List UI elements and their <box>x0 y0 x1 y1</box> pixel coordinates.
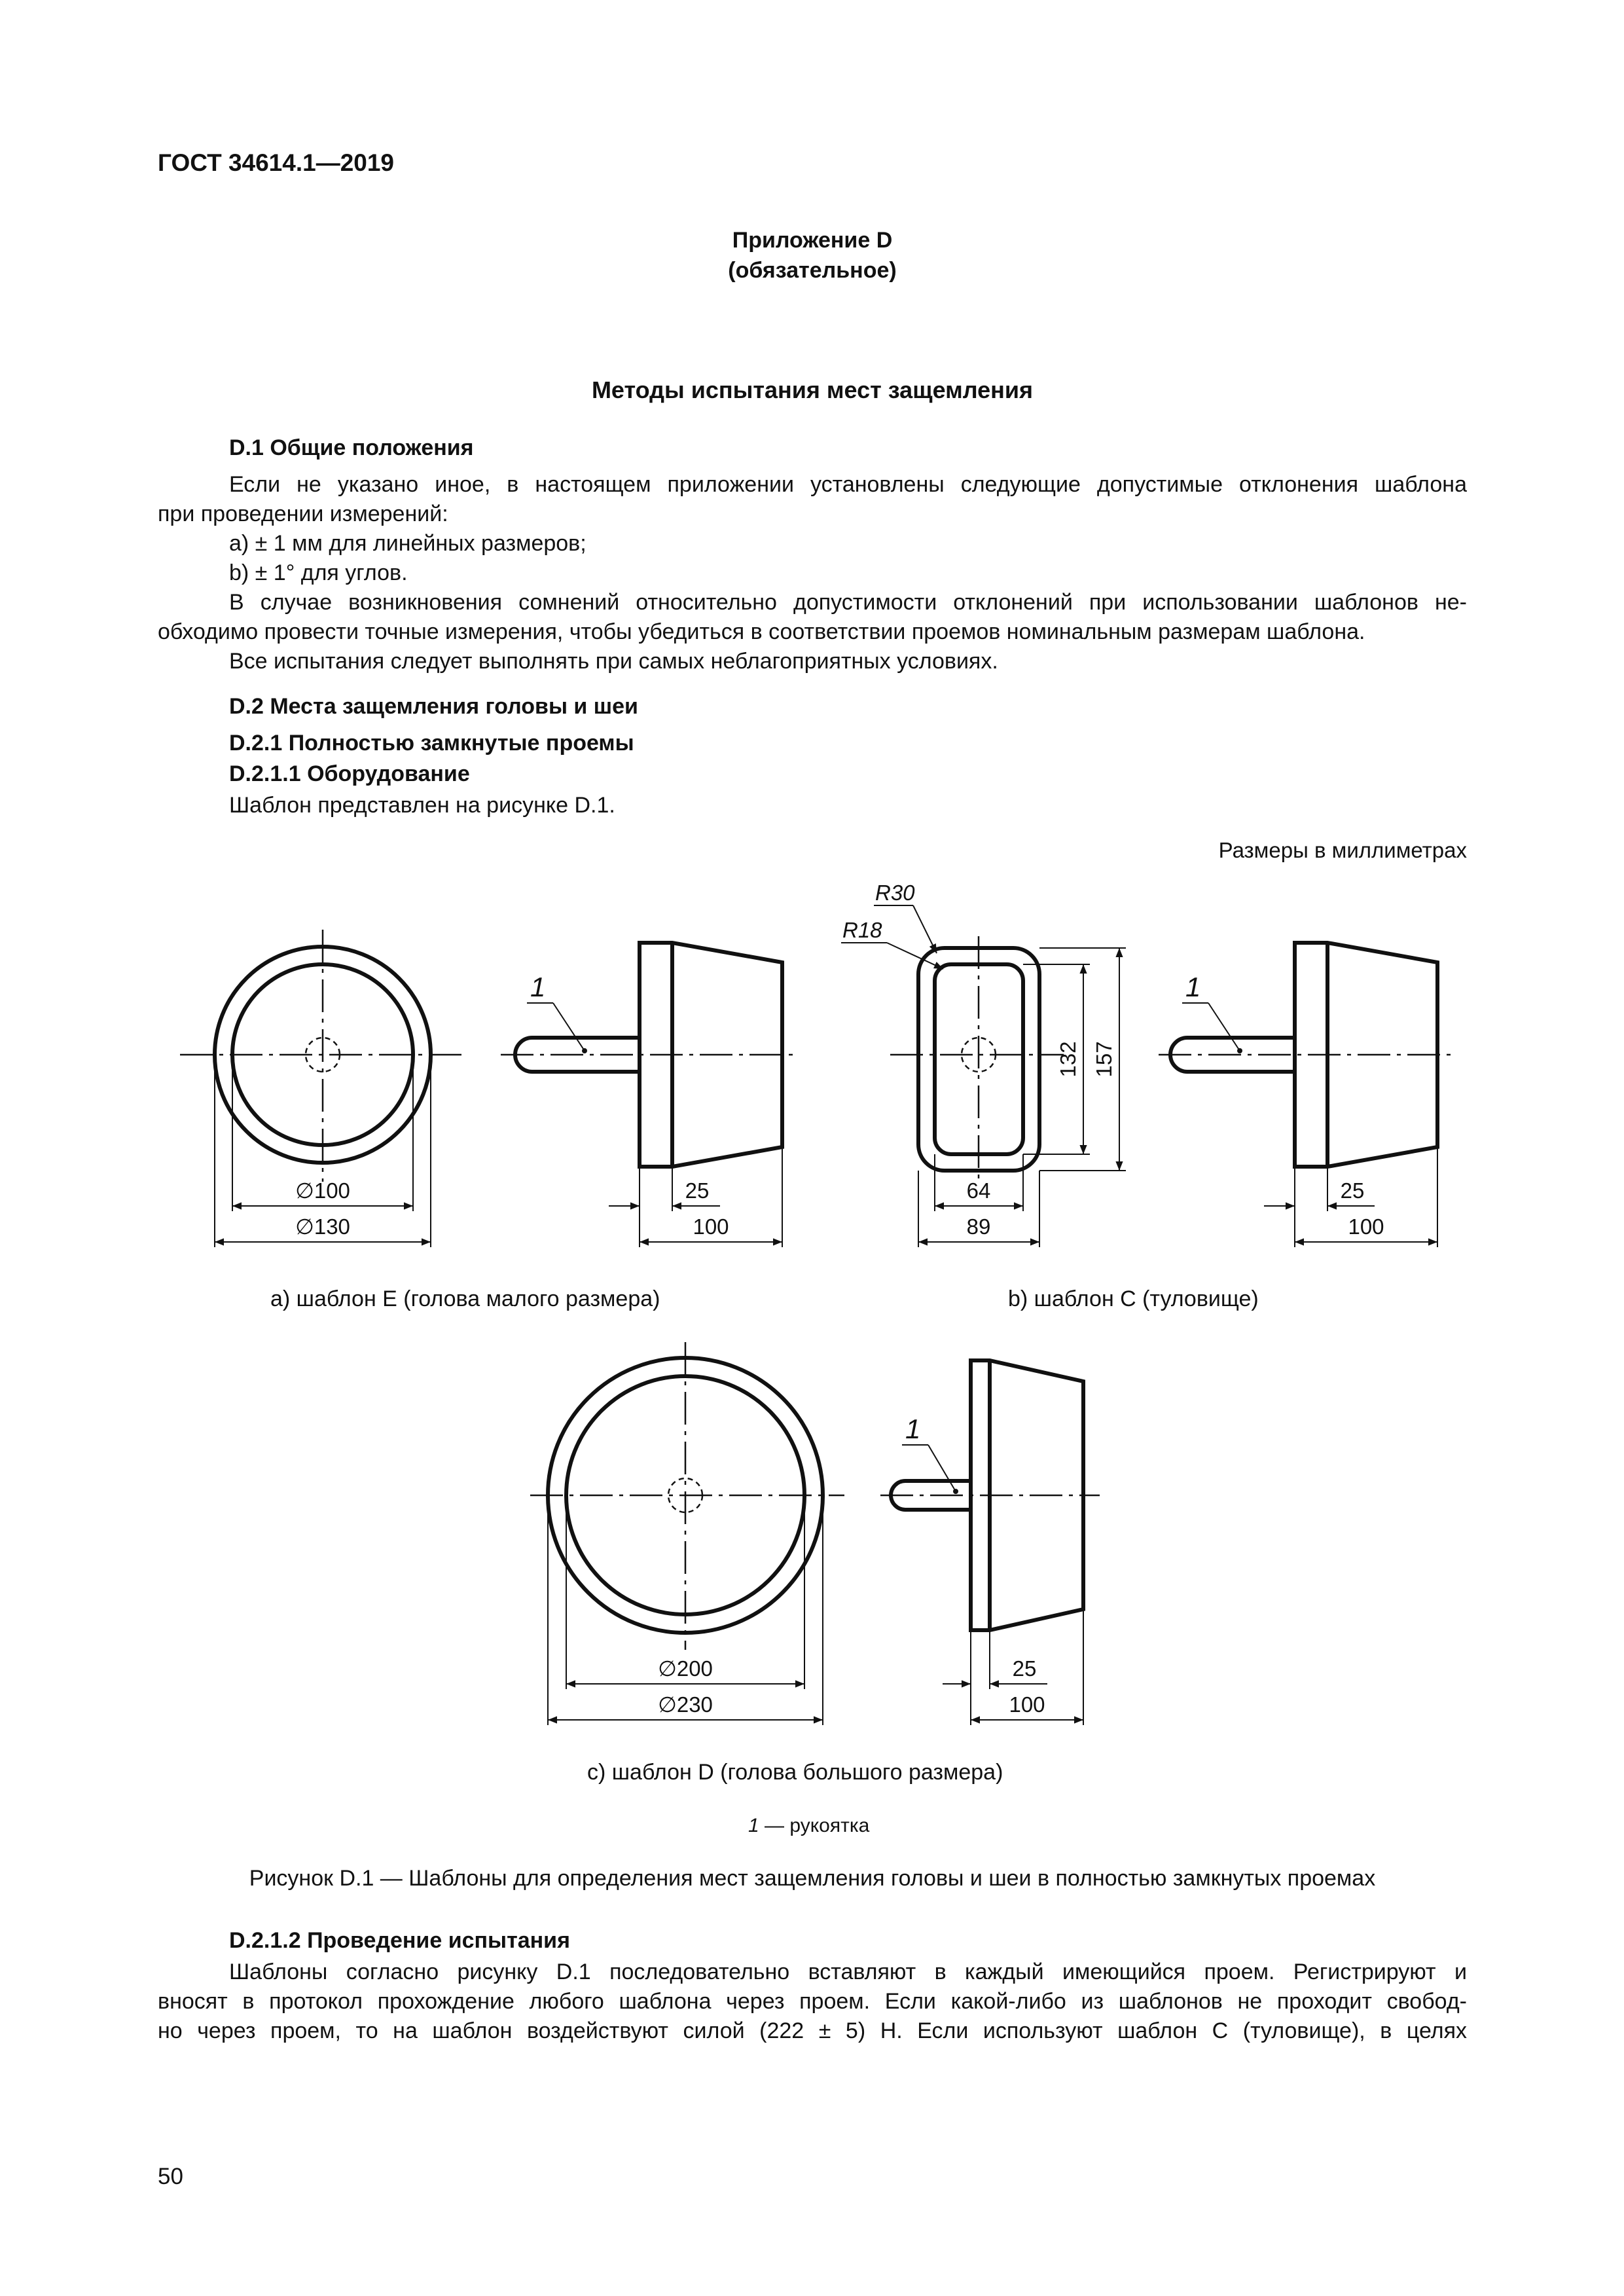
b-dim-h-outer-label: 157 <box>1092 1041 1116 1078</box>
figure-title: Рисунок D.1 — Шаблоны для определения мест защемления головы и шеи в полностью замкнутых проемах <box>249 1866 1376 1891</box>
d1-p1-line2: при проведении измерений: <box>158 501 448 526</box>
d212-line2: вносят в протокол прохождение любого шаблона через проем. Если какой-либо из шаблонов не проходит свобод- <box>158 1989 1467 2014</box>
a-dim-small-label: 25 <box>685 1178 710 1203</box>
a-dia-inner-label: ∅100 <box>295 1178 350 1203</box>
b-dim-w-inner-label: 64 <box>966 1178 991 1203</box>
a-callout-label: 1 <box>530 972 546 1002</box>
d211-text: Шаблон представлен на рисунке D.1. <box>229 793 615 818</box>
c-dim-small-label: 25 <box>1012 1656 1037 1681</box>
legend-text: — рукоятка <box>759 1815 870 1836</box>
d21-heading: D.2.1 Полностью замкнутые проемы <box>229 731 634 756</box>
standard-number: ГОСТ 34614.1—2019 <box>158 149 395 176</box>
c-dim-large-label: 100 <box>1009 1692 1045 1717</box>
caption-c: c) шаблон D (голова большого размера) <box>587 1760 1003 1785</box>
d1-p2-line2: обходимо провести точные измерения, чтобы убедиться в соответствии проемов номинальным размерам шаблона. <box>158 619 1365 644</box>
c-dia-outer-label: ∅230 <box>658 1692 713 1717</box>
units-note: Размеры в миллиметрах <box>1218 838 1467 862</box>
d1-item-b: b) ± 1° для углов. <box>229 560 408 585</box>
figure-legend <box>748 1815 869 1837</box>
b-dim-small-label: 25 <box>1340 1178 1365 1203</box>
c-dia-inner-label: ∅200 <box>658 1656 713 1681</box>
appendix-title: Приложение D <box>732 228 893 253</box>
a-dim-large-label: 100 <box>693 1214 729 1239</box>
b-callout-label: 1 <box>1185 972 1201 1002</box>
d212-heading: D.2.1.2 Проведение испытания <box>229 1928 570 1953</box>
c-callout-label: 1 <box>905 1413 921 1444</box>
caption-b: b) шаблон C (туловище) <box>1008 1286 1259 1311</box>
b-r-outer-label: R30 <box>875 881 915 905</box>
d1-item-a: a) ± 1 мм для линейных размеров; <box>229 531 586 556</box>
page-number: 50 <box>158 2164 183 2189</box>
appendix-status: (обязательное) <box>728 258 897 283</box>
d211-heading: D.2.1.1 Оборудование <box>229 761 470 786</box>
a-dia-outer-label: ∅130 <box>295 1214 350 1239</box>
b-dim-w-outer-label: 89 <box>966 1214 991 1239</box>
d1-p2-line1: В случае возникновения сомнений относительно допустимости отклонений при использовании шаблонов не- <box>229 590 1467 615</box>
template-c-side-view <box>1159 943 1453 1247</box>
b-dim-h-inner-label: 132 <box>1056 1041 1080 1078</box>
caption-a: a) шаблон E (голова малого размера) <box>270 1286 660 1311</box>
legend-number: 1 <box>748 1815 759 1836</box>
section-title: Методы испытания мест защемления <box>591 376 1034 403</box>
d1-heading: D.1 Общие положения <box>229 435 474 460</box>
d2-heading: D.2 Места защемления головы и шеи <box>229 694 638 719</box>
d1-p3: Все испытания следует выполнять при самых неблагоприятных условиях. <box>229 649 998 674</box>
b-dim-large-label: 100 <box>1348 1214 1384 1239</box>
d1-p1-line1: Если не указано иное, в настоящем приложении установлены следующие допустимые отклонения шаблона <box>229 472 1467 497</box>
b-r-inner-label: R18 <box>842 918 882 942</box>
d212-line1: Шаблоны согласно рисунку D.1 последовательно вставляют в каждый имеющийся проем. Регистрируют и <box>229 1959 1467 1984</box>
d212-line3: но через проем, то на шаблон воздействуют силой (222 ± 5) Н. Если используют шаблон C (туловище), в целях <box>158 2018 1467 2043</box>
